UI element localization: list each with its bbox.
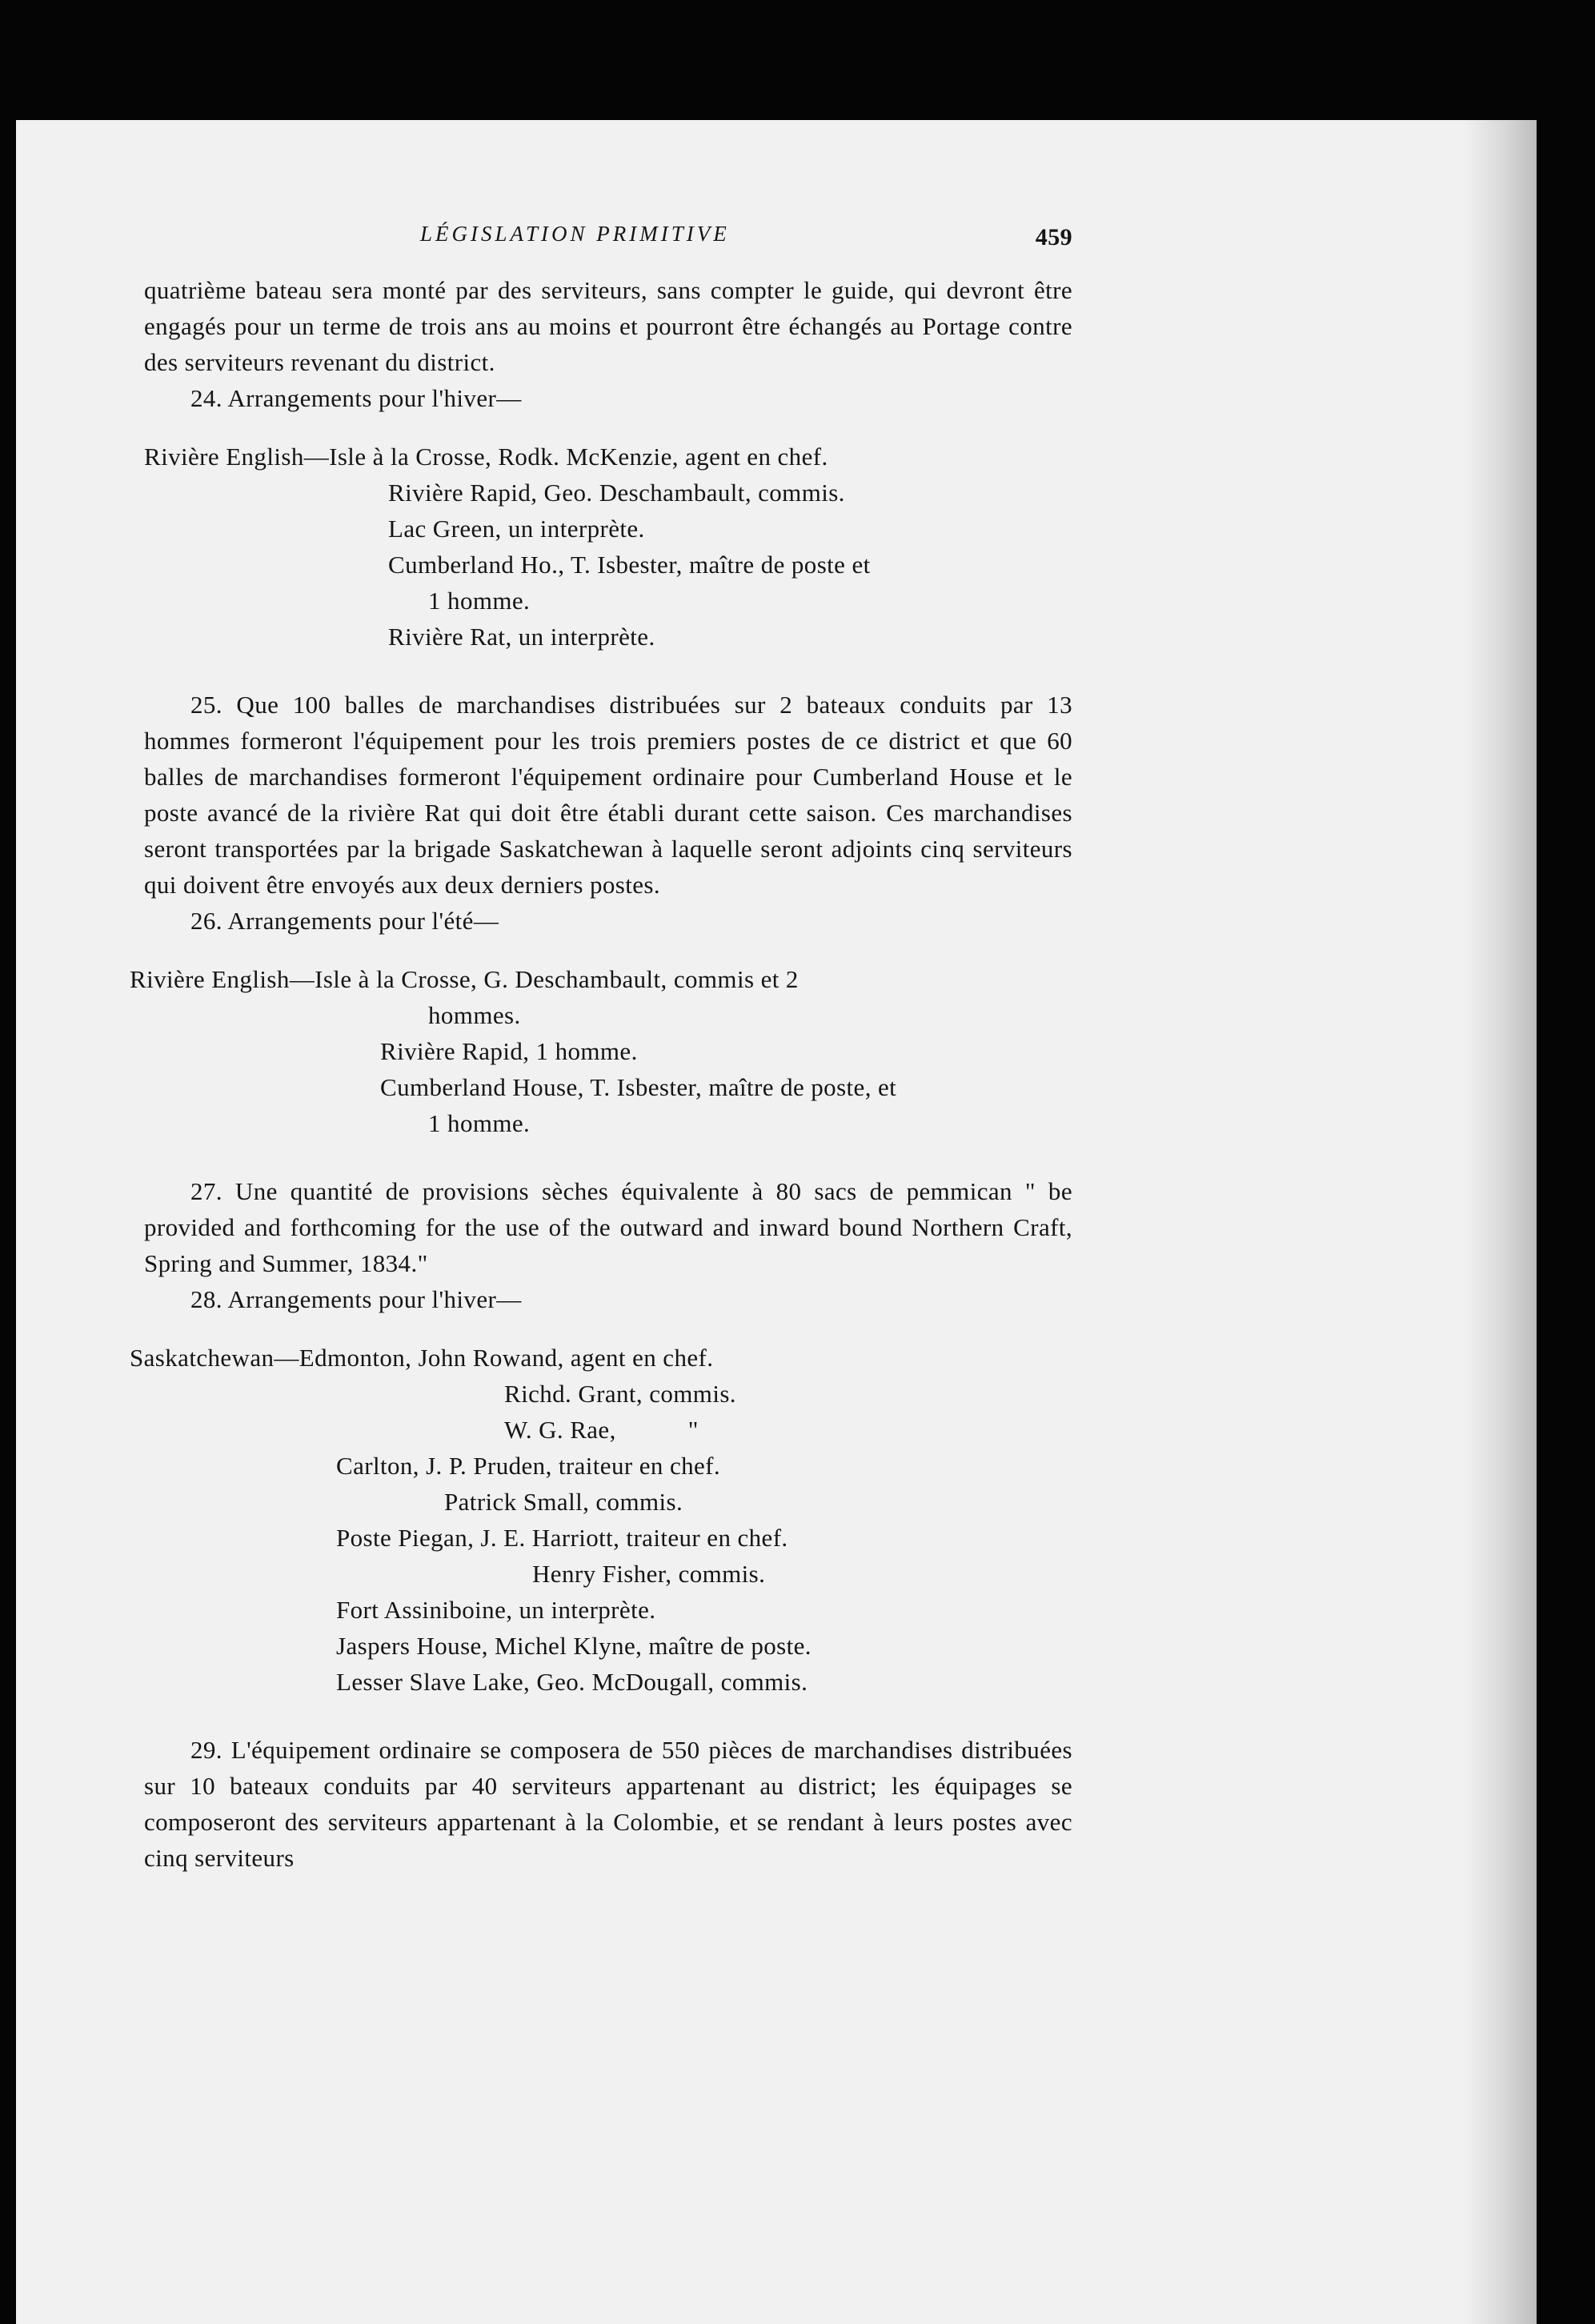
list-item: Cumberland Ho., T. Isbester, maître de poste et xyxy=(388,551,871,579)
list-item: Poste Piegan, J. E. Harriott, traiteur en chef. xyxy=(336,1524,788,1552)
list-item: Fort Assiniboine, un interprète. xyxy=(336,1596,656,1624)
list-item xyxy=(504,1412,1072,1448)
list-item: Rivière Rat, un interprète. xyxy=(388,623,655,651)
list-item: 1 homme. xyxy=(428,1109,531,1137)
section-heading-26: 26. Arrangements pour l'été— xyxy=(190,907,499,935)
list-item: Carlton, J. P. Pruden, traiteur en chef. xyxy=(336,1452,721,1480)
list-item: Rivière Rapid, Geo. Deschambault, commis. xyxy=(388,479,845,507)
list-item: Patrick Small, commis. xyxy=(444,1488,683,1516)
list-item: hommes. xyxy=(428,1001,521,1029)
section-heading-24: 24. Arrangements pour l'hiver— xyxy=(190,384,522,412)
paragraph-29: 29. L'équipement ordinaire se composera de 550 pièces de marchandises distribuées sur 10 bateaux conduits par 40 serviteurs appartenant au district; les équipages se composeront des serviteurs appartenant à la Colombie, et se rendant à leurs postes avec cinq serviteurs xyxy=(144,1736,1072,1872)
list-item: Lesser Slave Lake, Geo. McDougall, commis. xyxy=(336,1668,808,1696)
list-item: Rivière Rapid, 1 homme. xyxy=(380,1037,638,1065)
ditto-mark: " xyxy=(687,1416,699,1444)
list-item: Henry Fisher, commis. xyxy=(532,1560,766,1588)
winter-arrangements-list-24 xyxy=(144,439,1072,655)
winter-arrangements-list-28 xyxy=(130,1340,1072,1700)
list-item: Saskatchewan—Edmonton, John Rowand, agent en chef. xyxy=(130,1344,714,1372)
list-item: Lac Green, un interprète. xyxy=(388,515,645,543)
list-item: Rivière English—Isle à la Crosse, Rodk. McKenzie, agent en chef. xyxy=(144,443,828,471)
list-item: Cumberland House, T. Isbester, maître de poste, et xyxy=(380,1073,897,1101)
book-spine-shadow xyxy=(1465,120,1537,2324)
paragraph-25: 25. Que 100 balles de marchandises distribuées sur 2 bateaux conduits par 13 hommes formeront l'équipement pour les trois premiers postes de ce district et que 60 balles de marchandises formeront l'équipement ordinaire pour Cumberland House et le poste avancé de la rivière Rat qui doit être établi durant cette saison. Ces marchandises seront transportées par la brigade Saskatchewan à laquelle seront adjoints cinq serviteurs qui doivent être envoyés aux deux derniers postes. xyxy=(144,691,1072,899)
list-item-text: W. G. Rae, xyxy=(504,1416,616,1444)
running-title: LÉGISLATION PRIMITIVE xyxy=(420,222,730,246)
list-item: 1 homme. xyxy=(428,587,531,615)
page-text xyxy=(130,216,1072,1876)
page-number: 459 xyxy=(1035,224,1072,250)
list-item: Jaspers House, Michel Klyne, maître de poste. xyxy=(336,1632,812,1660)
list-item: Richd. Grant, commis. xyxy=(504,1380,736,1408)
paragraph-continuation: quatrième bateau sera monté par des serviteurs, sans compter le guide, qui devront être engagés pour un terme de trois ans au moins et pourront être échangés au Portage contre des serviteurs revenant du district. xyxy=(144,276,1072,376)
summer-arrangements-list-26 xyxy=(130,961,1072,1141)
list-item: Rivière English—Isle à la Crosse, G. Deschambault, commis et 2 xyxy=(130,965,799,993)
section-heading-28: 28. Arrangements pour l'hiver— xyxy=(190,1285,522,1313)
running-head xyxy=(144,216,1072,264)
paragraph-27: 27. Une quantité de provisions sèches équivalente à 80 sacs de pemmican " be provided and forthcoming for the use of the outward and inward bound Northern Craft, Spring and Summer, 1834." xyxy=(144,1177,1072,1277)
